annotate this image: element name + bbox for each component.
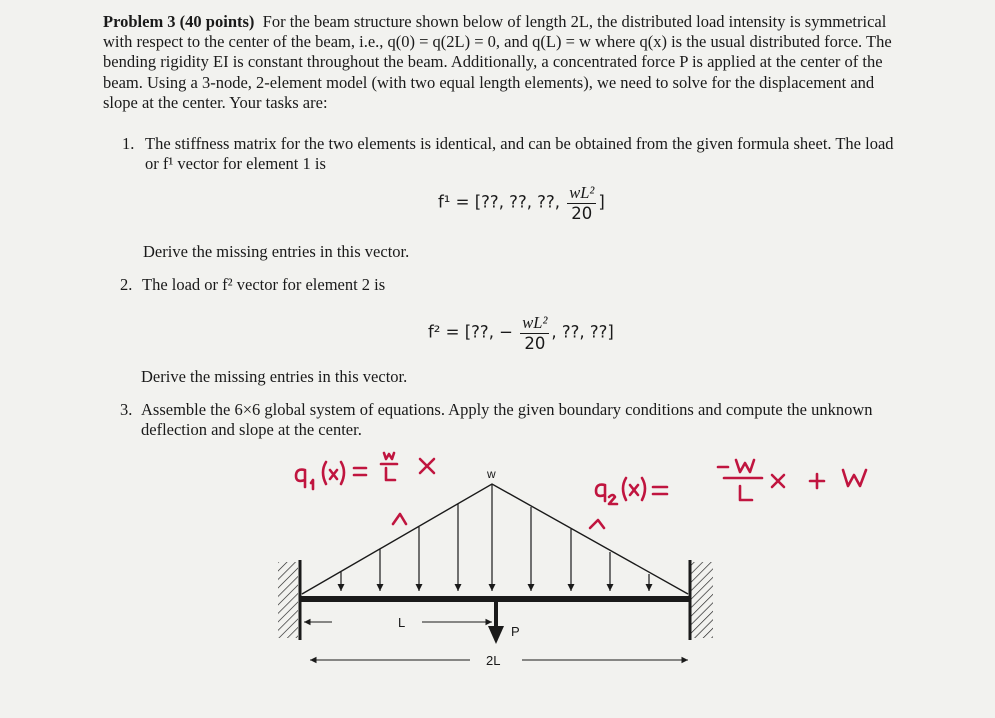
- task-1-eq-lhs: f¹ = [??, ??, ??,: [438, 192, 560, 212]
- distributed-load-outline: [302, 484, 688, 594]
- task-2-frac-top: wL²: [522, 313, 548, 332]
- left-wall-support: [278, 560, 300, 640]
- problem-heading: Problem 3 (40 points): [103, 12, 255, 31]
- half-length-label: L: [398, 615, 406, 630]
- task-1-frac-bot: 20: [571, 204, 593, 223]
- task-3-text: Assemble the 6×6 global system of equations. Apply the given boundary conditions and compute the unknown deflection and slope at the center.: [141, 400, 873, 439]
- task-1-number: 1.: [122, 134, 135, 153]
- task-2-eq-lhs: f² = [??, −: [428, 322, 514, 342]
- full-length-label: 2L: [486, 653, 501, 668]
- task-2-text: The load or f² vector for element 2 is: [142, 275, 386, 294]
- task-1-frac-top: wL²: [569, 183, 595, 202]
- task-2-eq-rhs: , ??, ??]: [551, 322, 614, 342]
- problem-paragraph: For the beam structure shown below of length 2L, the distributed load intensity is symmetrical with respect to the center of the beam, i.e., q(0) = q(2L) = 0, and q(L) = w where q(x) is the usual distributed force. The bending rigidity EI is constant throughout the beam. Additionally, a concentrated force P is applied at the center of the beam. Using a 3-node, 2-element model (with two equal length elements), we need to solve for the displacement and slope at the center. Your tasks are:: [103, 12, 892, 112]
- right-wall-support: [690, 560, 713, 640]
- task-1-eq-rhs: ]: [598, 192, 605, 212]
- task-2-frac-bot: 20: [524, 334, 546, 353]
- task-2-derive: Derive the missing entries in this vector.: [141, 367, 408, 386]
- handwritten-q1-annotation: [296, 453, 434, 524]
- task-3-number: 3.: [120, 400, 133, 419]
- force-label: P: [511, 624, 520, 639]
- peak-load-label: w: [487, 467, 496, 481]
- concentrated-force-arrow: [488, 602, 504, 644]
- task-1-derive: Derive the missing entries in this vector.: [143, 242, 410, 261]
- task-1-text: The stiffness matrix for the two elements is identical, and can be obtained from the given formula sheet. The load or f¹ vector for element 1 is: [145, 134, 894, 173]
- distributed-load-arrows: [341, 485, 649, 591]
- beam: [300, 596, 690, 602]
- task-2-number: 2.: [120, 275, 133, 294]
